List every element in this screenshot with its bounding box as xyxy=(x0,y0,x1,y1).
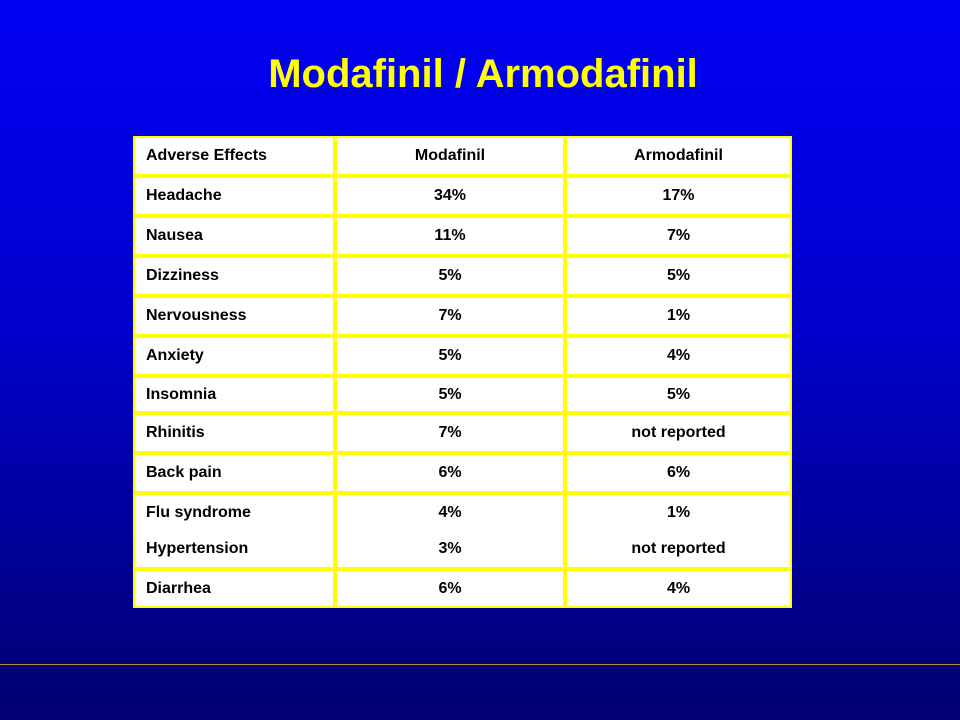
adverse-effects-table xyxy=(133,136,792,608)
table-cell-armodafinil: not reported xyxy=(567,531,790,567)
table-cell-modafinil: 5% xyxy=(337,258,563,294)
table-cell-modafinil: 6% xyxy=(337,455,563,491)
table-cell-modafinil: 5% xyxy=(337,378,563,411)
table-cell-effect: Diarrhea xyxy=(135,571,333,606)
slide-title: Modafinil / Armodafinil xyxy=(268,52,698,96)
table-cell-effect: Dizziness xyxy=(135,258,333,294)
table-cell-effect: Back pain xyxy=(135,455,333,491)
table-header-modafinil: Modafinil xyxy=(337,138,563,174)
table-cell-armodafinil: 6% xyxy=(567,455,790,491)
table-cell-effect: Rhinitis xyxy=(135,415,333,451)
table-cell-effect: Nervousness xyxy=(135,298,333,334)
footer-divider xyxy=(0,664,960,665)
table-cell-modafinil: 6% xyxy=(337,571,563,606)
table-cell-modafinil: 7% xyxy=(337,298,563,334)
table-cell-armodafinil: 7% xyxy=(567,218,790,254)
table-header-adverse-effects: Adverse Effects xyxy=(135,138,333,174)
table-cell-effect: Hypertension xyxy=(135,531,333,567)
table-cell-armodafinil: 1% xyxy=(567,495,790,531)
table-cell-effect: Insomnia xyxy=(135,378,333,411)
table-cell-armodafinil: 4% xyxy=(567,338,790,374)
table-header-armodafinil: Armodafinil xyxy=(567,138,790,174)
table-cell-armodafinil: 17% xyxy=(567,178,790,214)
table-cell-effect: Headache xyxy=(135,178,333,214)
table-cell-effect: Anxiety xyxy=(135,338,333,374)
table-cell-armodafinil: 4% xyxy=(567,571,790,606)
table-cell-effect: Nausea xyxy=(135,218,333,254)
table-cell-effect: Flu syndrome xyxy=(135,495,333,531)
table-cell-modafinil: 11% xyxy=(337,218,563,254)
table-cell-modafinil: 34% xyxy=(337,178,563,214)
table-cell-modafinil: 7% xyxy=(337,415,563,451)
table-cell-modafinil: 4% xyxy=(337,495,563,531)
table-cell-armodafinil: 5% xyxy=(567,378,790,411)
table-cell-modafinil: 3% xyxy=(337,531,563,567)
table-cell-armodafinil: not reported xyxy=(567,415,790,451)
table-cell-armodafinil: 1% xyxy=(567,298,790,334)
table-cell-modafinil: 5% xyxy=(337,338,563,374)
table-cell-armodafinil: 5% xyxy=(567,258,790,294)
